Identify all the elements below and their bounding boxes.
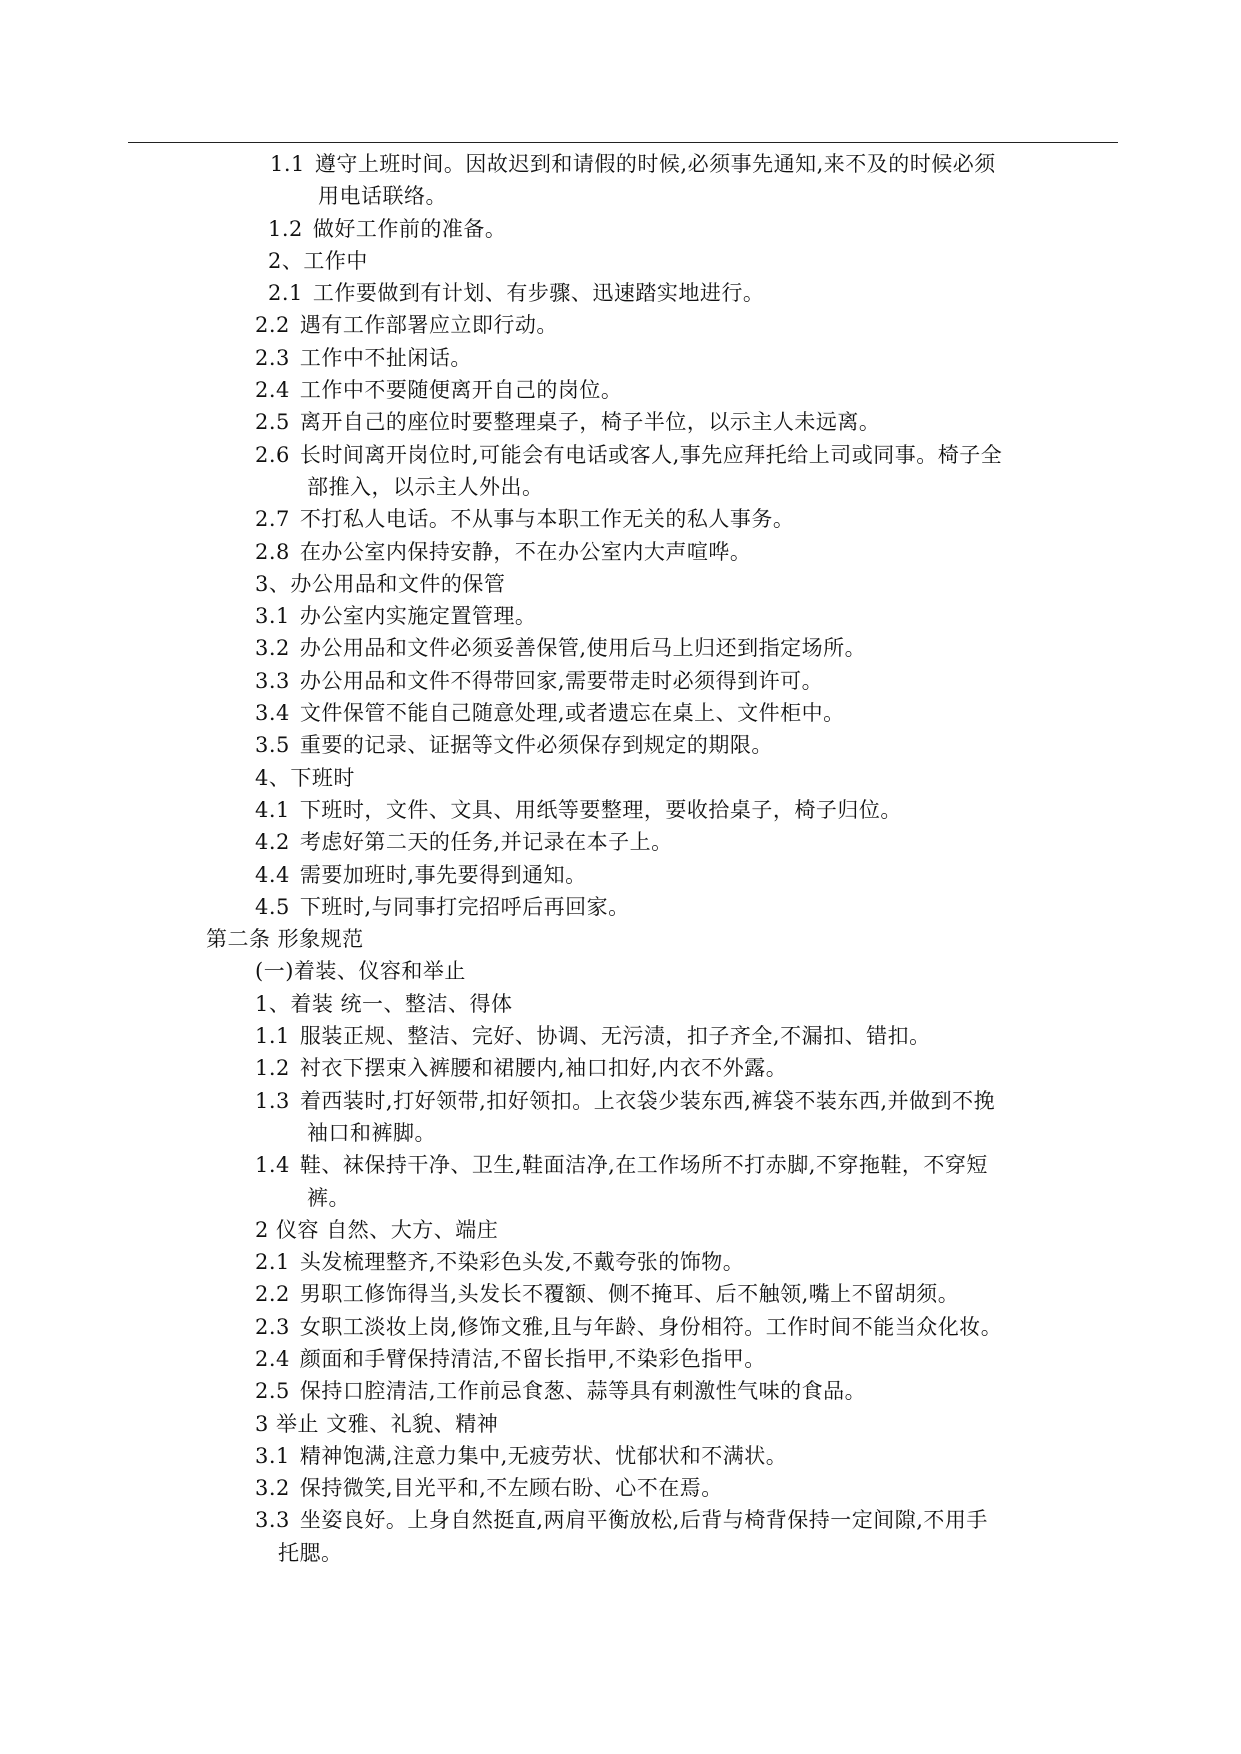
heading-text: 3 举止 文雅、礼貌、精神 <box>255 1411 499 1436</box>
section-heading <box>0 762 1241 794</box>
list-item <box>0 1052 1241 1084</box>
heading-text: 4、下班时 <box>255 765 355 790</box>
list-item-continuation <box>0 1117 1241 1149</box>
list-item <box>0 277 1241 309</box>
item-number: 3.3 <box>255 1508 290 1533</box>
item-text: 工作中不扯闲话。 <box>299 345 472 370</box>
item-number: 4.1 <box>255 797 290 822</box>
item-number: 3.5 <box>255 733 290 758</box>
item-number: 2.6 <box>255 442 290 467</box>
item-text: 精神饱满,注意力集中,无疲劳状、忧郁状和不满状。 <box>299 1443 788 1468</box>
list-item <box>0 1440 1241 1472</box>
list-item <box>0 1504 1241 1536</box>
item-number: 4.5 <box>255 894 290 919</box>
item-number: 2.5 <box>255 1379 290 1404</box>
item-text: 遵守上班时间。因故迟到和请假的时候,必须事先通知,来不及的时候必须 <box>314 152 996 176</box>
item-number: 2.1 <box>268 281 303 306</box>
item-number: 2.3 <box>255 1314 290 1339</box>
item-text: 重要的记录、证据等文件必须保存到规定的期限。 <box>299 733 773 758</box>
list-item <box>0 406 1241 438</box>
item-text: 裤。 <box>307 1185 350 1210</box>
list-item <box>0 1278 1241 1310</box>
item-text: 女职工淡妆上岗,修饰文雅,且与年龄、身份相符。工作时间不能当众化妆。 <box>299 1314 1003 1339</box>
item-number: 3.1 <box>255 1443 290 1468</box>
list-item <box>0 1149 1241 1181</box>
section-heading <box>0 245 1241 277</box>
section-heading <box>0 568 1241 600</box>
section-heading <box>0 955 1241 987</box>
heading-text: 3、办公用品和文件的保管 <box>255 571 506 596</box>
item-text: 服装正规、整洁、完好、协调、无污渍，扣子齐全,不漏扣、错扣。 <box>299 1024 931 1049</box>
item-text: 袖口和裤脚。 <box>307 1120 436 1145</box>
item-number: 1.3 <box>255 1088 290 1113</box>
section-heading <box>0 1408 1241 1440</box>
list-item <box>0 826 1241 858</box>
item-number: 2.3 <box>255 345 290 370</box>
list-item <box>0 439 1241 471</box>
item-text: 下班时，文件、文具、用纸等要整理，要收拾桌子，椅子归位。 <box>299 797 902 822</box>
heading-text: 第二条 形象规范 <box>206 927 364 952</box>
list-item <box>0 1375 1241 1407</box>
list-item <box>0 1311 1241 1343</box>
item-number: 2.4 <box>255 1346 290 1371</box>
item-text: 办公用品和文件不得带回家,需要带走时必须得到许可。 <box>299 668 824 693</box>
list-item <box>0 374 1241 406</box>
item-number: 2.2 <box>255 313 290 338</box>
list-item <box>0 309 1241 341</box>
item-number: 3.1 <box>255 604 290 629</box>
list-item <box>0 1085 1241 1117</box>
article-heading <box>0 923 1241 955</box>
header-rule <box>128 142 1118 143</box>
item-number: 1.1 <box>270 152 305 176</box>
item-number: 2.2 <box>255 1282 290 1307</box>
list-item-continuation <box>0 1537 1241 1569</box>
list-item-continuation <box>0 1182 1241 1214</box>
item-text: 坐姿良好。上身自然挺直,两肩平衡放松,后背与椅背保持一定间隙,不用手 <box>299 1508 988 1533</box>
heading-text: 2 仪容 自然、大方、端庄 <box>255 1217 499 1242</box>
list-item <box>0 665 1241 697</box>
list-item <box>0 213 1241 245</box>
section-heading <box>0 988 1241 1020</box>
item-number: 2.4 <box>255 378 290 403</box>
list-item <box>0 1246 1241 1278</box>
list-item-continuation <box>0 180 1241 212</box>
item-text: 衬衣下摆束入裤腰和裙腰内,袖口扣好,内衣不外露。 <box>299 1056 788 1081</box>
item-number: 2.7 <box>255 507 290 532</box>
item-text: 工作要做到有计划、有步骤、迅速踏实地进行。 <box>312 281 765 306</box>
item-number: 4.4 <box>255 862 290 887</box>
item-number: 3.2 <box>255 636 290 661</box>
item-text: 鞋、袜保持干净、卫生,鞋面洁净,在工作场所不打赤脚,不穿拖鞋，不穿短 <box>299 1153 988 1178</box>
item-number: 2.8 <box>255 539 290 564</box>
item-text: 工作中不要随便离开自己的岗位。 <box>299 378 623 403</box>
item-text: 保持微笑,目光平和,不左顾右盼、心不在焉。 <box>299 1476 723 1501</box>
item-text: 不打私人电话。不从事与本职工作无关的私人事务。 <box>299 507 795 532</box>
document-body <box>0 148 1241 1569</box>
section-heading <box>0 1214 1241 1246</box>
list-item <box>0 148 1241 180</box>
item-number: 1.1 <box>255 1024 290 1049</box>
list-item <box>0 632 1241 664</box>
item-number: 3.4 <box>255 701 290 726</box>
item-number: 2.1 <box>255 1250 290 1275</box>
list-item <box>0 342 1241 374</box>
item-number: 2.5 <box>255 410 290 435</box>
item-text: 颜面和手臂保持清洁,不留长指甲,不染彩色指甲。 <box>299 1346 766 1371</box>
item-text: 部推入，以示主人外出。 <box>307 474 544 499</box>
item-text: 办公用品和文件必须妥善保管,使用后马上归还到指定场所。 <box>299 636 867 661</box>
list-item <box>0 794 1241 826</box>
list-item <box>0 1472 1241 1504</box>
item-text: 男职工修饰得当,头发长不覆额、侧不掩耳、后不触领,嘴上不留胡须。 <box>299 1282 960 1307</box>
item-text: 办公室内实施定置管理。 <box>299 604 537 629</box>
item-text: 保持口腔清洁,工作前忌食葱、蒜等具有刺激性气味的食品。 <box>299 1379 867 1404</box>
item-text: 头发梳理整齐,不染彩色头发,不戴夸张的饰物。 <box>299 1250 745 1275</box>
item-text: 需要加班时,事先要得到通知。 <box>299 862 587 887</box>
list-item <box>0 697 1241 729</box>
item-text: 文件保管不能自己随意处理,或者遗忘在桌上、文件柜中。 <box>299 701 845 726</box>
item-text: 在办公室内保持安静，不在办公室内大声喧哗。 <box>299 539 752 564</box>
item-text: 考虑好第二天的任务,并记录在本子上。 <box>299 830 673 855</box>
heading-text: 1、着装 统一、整洁、得体 <box>255 991 513 1016</box>
item-text: 托腮。 <box>278 1540 343 1565</box>
item-text: 长时间离开岗位时,可能会有电话或客人,事先应拜托给上司或同事。椅子全 <box>299 442 1003 467</box>
item-number: 1.2 <box>255 1056 290 1081</box>
list-item <box>0 891 1241 923</box>
item-text: 做好工作前的准备。 <box>312 216 507 241</box>
item-text: 着西装时,打好领带,扣好领扣。上衣袋少装东西,裤袋不装东西,并做到不挽 <box>299 1088 996 1113</box>
item-number: 4.2 <box>255 830 290 855</box>
item-text: 用电话联络。 <box>318 184 447 209</box>
heading-text: 2、工作中 <box>268 248 368 273</box>
item-text: 离开自己的座位时要整理桌子，椅子半位，以示主人未远离。 <box>299 410 881 435</box>
list-item <box>0 536 1241 568</box>
item-text: 下班时,与同事打完招呼后再回家。 <box>299 894 630 919</box>
item-text: 遇有工作部署应立即行动。 <box>299 313 558 338</box>
list-item-continuation <box>0 471 1241 503</box>
item-number: 3.3 <box>255 668 290 693</box>
item-number: 1.4 <box>255 1153 290 1178</box>
list-item <box>0 600 1241 632</box>
list-item <box>0 1343 1241 1375</box>
list-item <box>0 859 1241 891</box>
list-item <box>0 729 1241 761</box>
heading-text: (一)着装、仪容和举止 <box>255 959 466 984</box>
item-number: 3.2 <box>255 1476 290 1501</box>
list-item <box>0 1020 1241 1052</box>
list-item <box>0 503 1241 535</box>
item-number: 1.2 <box>268 216 303 241</box>
